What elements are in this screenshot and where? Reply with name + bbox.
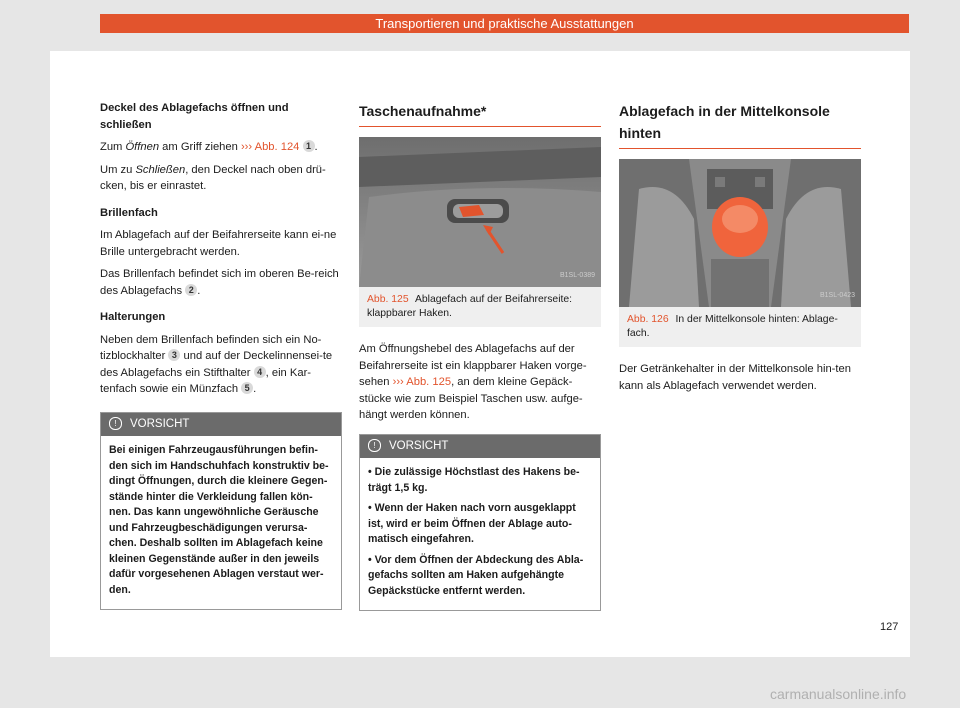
figure-reference-link[interactable]: ››› Abb. 124 xyxy=(240,141,300,153)
glovebox-illustration xyxy=(359,137,601,287)
callout-number: 4 xyxy=(254,366,266,378)
figure-glovebox-hook xyxy=(359,137,601,287)
warning-box xyxy=(100,412,342,611)
chapter-title: Transportieren und praktische Ausstattungen xyxy=(375,16,634,31)
figure-number: Abb. 125 xyxy=(367,294,409,305)
warning-body xyxy=(360,458,600,610)
paragraph-brillenfach: Im Ablagefach auf der Beifahrerseite kann ei-ne Brille untergebracht werden. xyxy=(100,229,337,258)
warning-header: ! VORSICHT xyxy=(101,413,341,437)
list-item: • Vor dem Öffnen der Abdeckung des Abla-gefachs sollten am Haken aufgehängte Gepäckstücke entfernt werden. xyxy=(368,553,584,597)
heading-deckel: Deckel des Ablagefachs öffnen und schließen xyxy=(100,102,289,131)
figure-caption: Abb. 125 Ablagefach auf der Beifahrerseite: klappbarer Haken. xyxy=(359,287,601,327)
paragraph-hook: Am Öffnungshebel des Ablagefachs auf der Beifahrerseite ist ein klappbarer Haken vorge-sehen ››› Abb. 125, an dem kleine Gepäck-stücke wie zum Beispiel Taschen usw. aufge-hängt werden können. xyxy=(359,343,587,421)
page-number: 127 xyxy=(880,621,899,633)
warning-body: Bei einigen Fahrzeugausführungen befin-den sich im Handschuhfach konstruktiv be-dingt Öffnungen, durch die kleinere Gegen-stände hinter die Verkleidung fallen kön-nen. Das kann ungewöhnliche Geräusche und Fahrzeugbeschädigungen verursa-chen. Deshalb sollten im Ablagefach keine kleinen Gegenstände außer in den jeweils dafür vorgesehenen Ablagen verstaut wer-den. xyxy=(109,444,329,596)
figure-caption: Abb. 126 In der Mittelkonsole hinten: Ablage-fach. xyxy=(619,307,861,347)
callout-number: 2 xyxy=(185,284,197,296)
column-2 xyxy=(359,100,601,611)
figure-center-console xyxy=(619,159,861,307)
paragraph-console: Der Getränkehalter in der Mittelkonsole hin-ten kann als Ablagefach verwendet werden. xyxy=(619,363,851,392)
paragraph-open: Zum Öffnen am Griff ziehen ››› Abb. 124 1 . xyxy=(100,141,318,153)
heading-brillenfach: Brillenfach xyxy=(100,206,158,219)
warning-icon: ! xyxy=(109,417,122,430)
figure-reference-link[interactable]: ››› Abb. 125 xyxy=(392,376,452,388)
callout-number: 3 xyxy=(168,349,180,361)
warning-header: ! VORSICHT xyxy=(360,435,600,459)
chapter-header xyxy=(100,14,909,33)
warning-icon: ! xyxy=(368,439,381,452)
column-1 xyxy=(100,100,342,610)
section-title-mittelkonsole: Ablagefach in der Mittelkonsole hinten xyxy=(619,100,861,149)
figure-number: Abb. 126 xyxy=(627,314,669,325)
paragraph-halterungen: Neben dem Brillenfach befinden sich ein No-tizblockhalter 3 und auf der Deckelinnensei-te des Ablagefachs ein Stifthalter 4 , ein Kar-tenfach sowie ein Münzfach 5 . xyxy=(100,333,333,395)
callout-number: 5 xyxy=(241,382,253,394)
list-item: • Wenn der Haken nach vorn ausgeklappt ist, wird er beim Öffnen der Ablage auto-matisch eingefahren. xyxy=(368,502,576,545)
figure-code: B1SL-0389 xyxy=(559,271,595,279)
paragraph-brillenfach-location: Das Brillenfach befindet sich im oberen Be-reich des Ablagefachs 2 . xyxy=(100,268,339,297)
warning-box xyxy=(359,434,601,612)
list-item: • Die zulässige Höchstlast des Hakens be-trägt 1,5 kg. xyxy=(368,466,580,494)
heading-halterungen: Halterungen xyxy=(100,311,166,323)
section-title-taschenaufnahme: Taschenaufnahme* xyxy=(359,100,601,127)
figure-code: B1SL-0423 xyxy=(819,291,855,299)
callout-number: 1 xyxy=(303,140,315,152)
column-3 xyxy=(619,100,861,400)
watermark: carmanualsonline.info xyxy=(770,686,907,702)
paragraph-close: Um zu Schließen, den Deckel nach oben drü-cken, bis er einrastet. xyxy=(100,163,326,192)
console-illustration xyxy=(619,159,861,307)
